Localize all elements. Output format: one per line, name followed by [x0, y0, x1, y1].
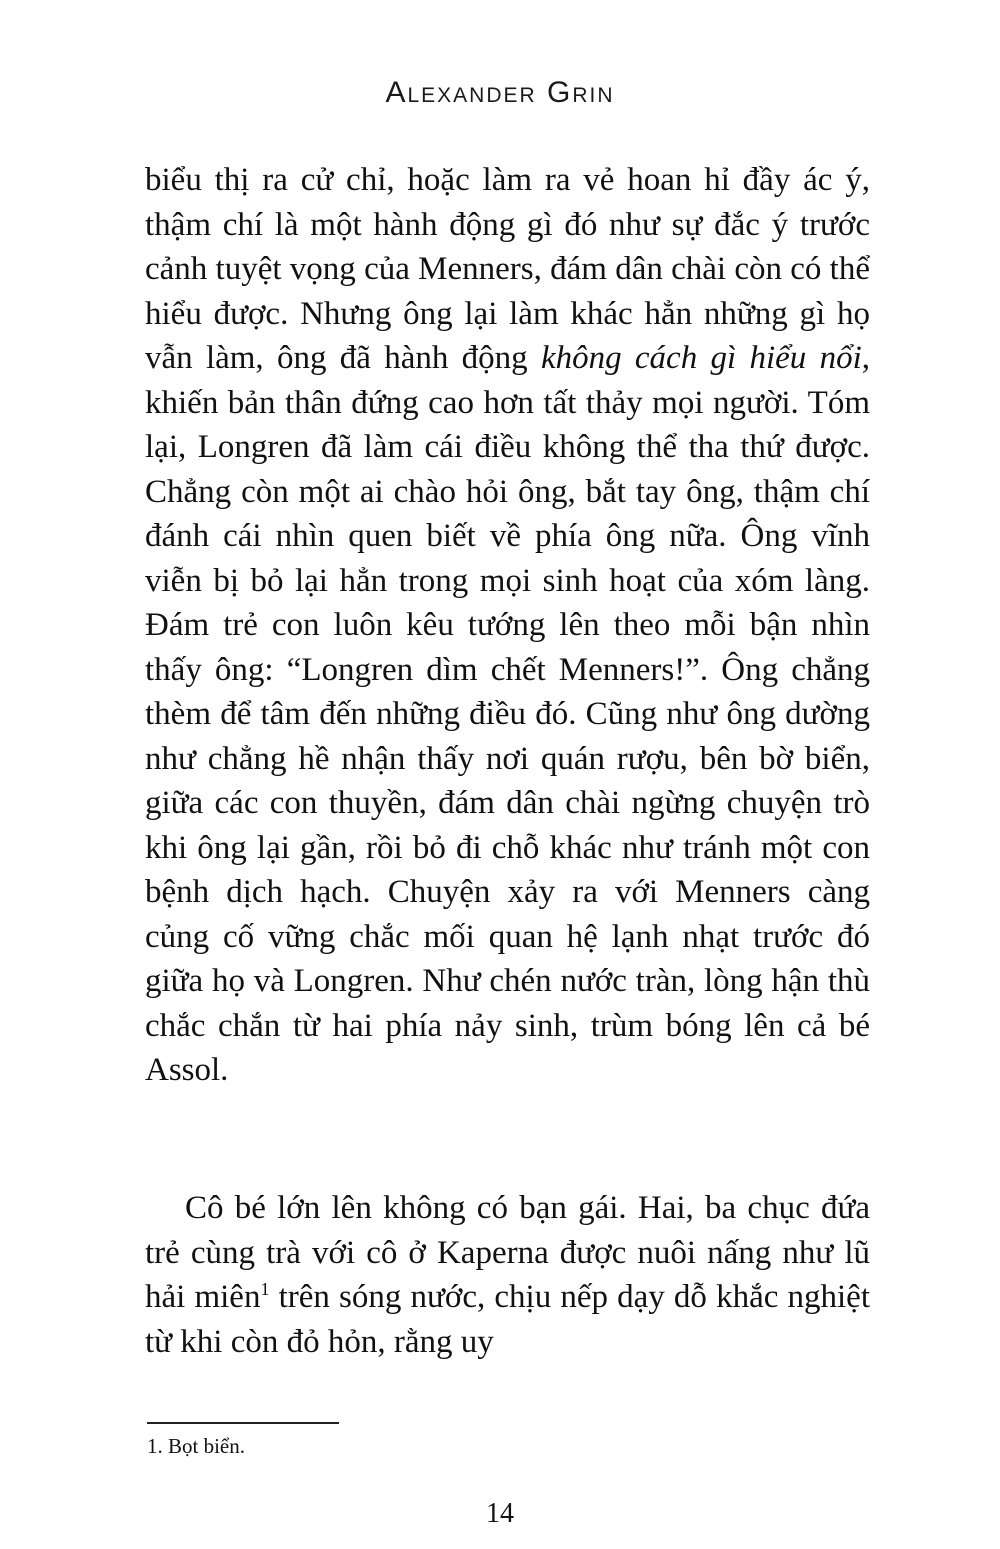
paragraph-1-italic-phrase: không cách gì hiểu nổi [540, 340, 862, 376]
running-head-author: Alexander Grin [385, 76, 615, 109]
paragraph-2-text-a: Cô bé lớn lên không có bạn gái. Hai, ba chục đứa trẻ cùng trà với cô ở Kaperna được nuôi nấng như lũ hải miên [145, 1190, 870, 1315]
paragraph-1-text-b: , khiến bản thân đứng cao hơn tất thảy mọi người. Tóm lại, Longren đã làm cái điều không thể tha thứ được. Chẳng còn một ai chào hỏi ông, bắt tay ông, thậm chí đánh cái nhìn quen biết về phía ông nữa. Ông vĩnh viễn bị bỏ lại hẳn trong mọi sinh hoạt của xóm làng. Đám trẻ con luôn kêu tướng lên theo mỗi bận nhìn thấy ông: “Longren dìm chết Menners!”. Ông chẳng thèm để tâm đến những điều đó. Cũng như ông dường như chẳng hề nhận thấy nơi quán rượu, bên bờ biển, giữa các con thuyền, đám dân chài ngừng chuyện trò khi ông lại gần, rồi bỏ đi chỗ khác như tránh một con bệnh dịch hạch. Chuyện xảy ra với Menners càng củng cố vững chắc mối quan hệ lạnh nhạt trước đó giữa họ và Longren. Như chén nước tràn, lòng hận thù chắc chắn từ hai phía nảy sinh, trùm bóng lên cả bé Assol. [145, 340, 870, 1088]
body-paragraph-1 [145, 158, 870, 1093]
footnote-marker: 1 [260, 1279, 270, 1299]
footnote-text: 1. Bọt biển. [147, 1434, 245, 1458]
paragraph-2-text-b: trên sóng nước, chịu nếp dạy dỗ khắc nghiệt từ khi còn đỏ hỏn, rằng uy [145, 1279, 870, 1360]
paragraph-1-text-a: biểu thị ra cử chỉ, hoặc làm ra vẻ hoan hỉ đầy ác ý, thậm chí là một hành động gì đó như sự đắc ý trước cảnh tuyệt vọng của Menners, đám dân chài còn có thể hiểu được. Nhưng ông lại làm khác hẳn những gì họ vẫn làm, ông đã hành động [145, 162, 870, 376]
footnote-divider [147, 1422, 339, 1424]
body-paragraph-2 [145, 1186, 870, 1364]
page-number: 14 [486, 1498, 514, 1529]
